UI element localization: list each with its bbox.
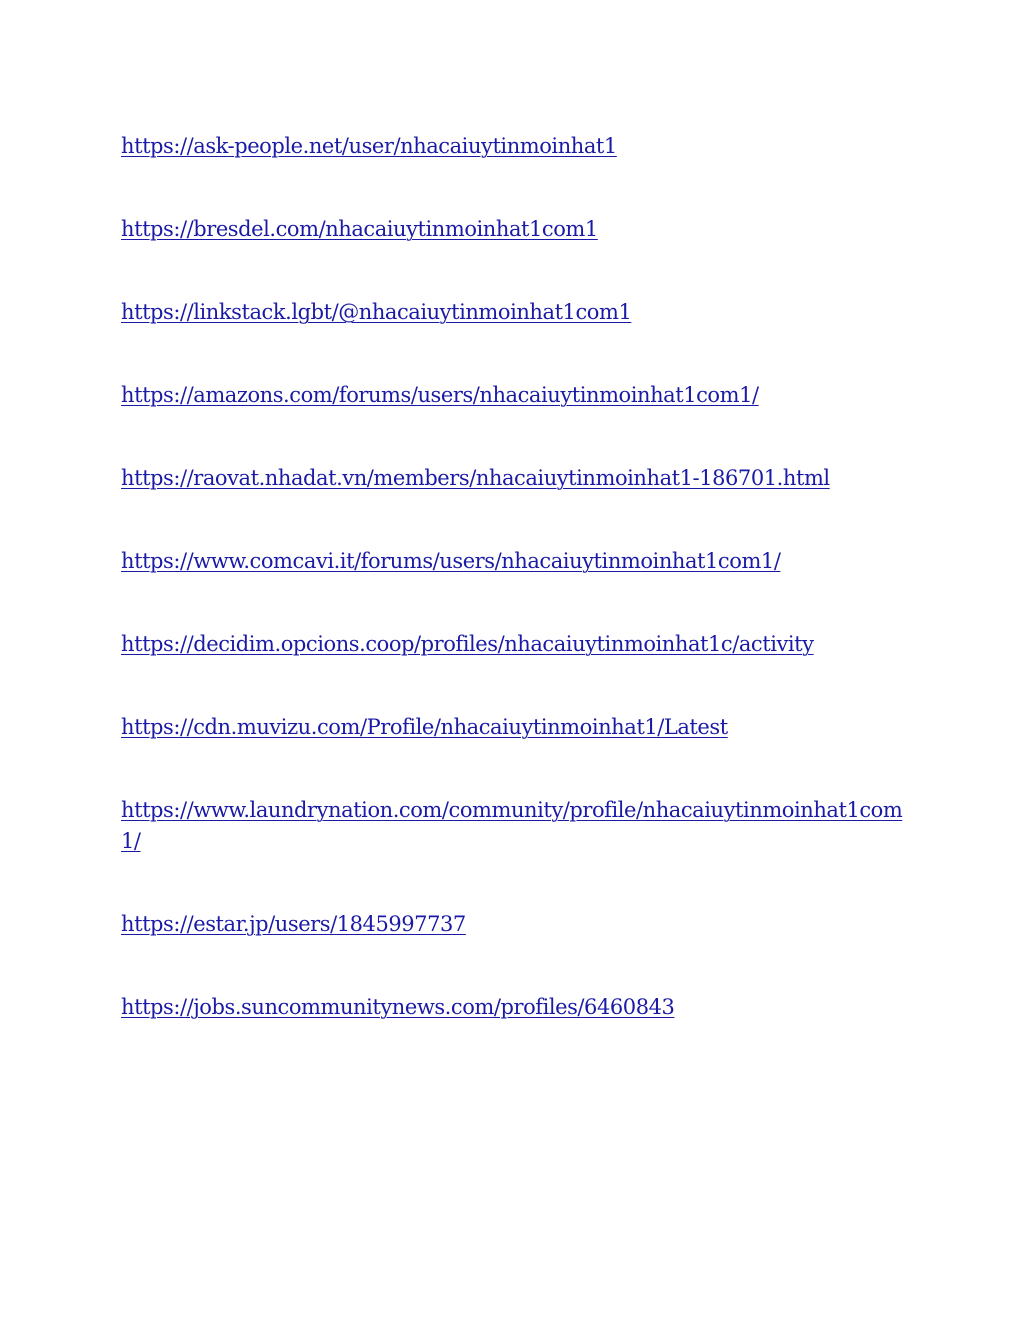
link-list — [121, 131, 911, 1075]
list-item — [121, 546, 911, 577]
list-item — [121, 214, 911, 245]
list-item — [121, 131, 911, 162]
list-item — [121, 795, 911, 857]
link-linkstack[interactable]: https://linkstack.lgbt/@nhacaiuytinmoinhat1com1 — [121, 300, 632, 324]
link-ask-people[interactable]: https://ask-people.net/user/nhacaiuytinmoinhat1 — [121, 134, 617, 158]
list-item — [121, 712, 911, 743]
link-amazons[interactable]: https://amazons.com/forums/users/nhacaiuytinmoinhat1com1/ — [121, 383, 759, 407]
link-bresdel[interactable]: https://bresdel.com/nhacaiuytinmoinhat1com1 — [121, 217, 598, 241]
link-suncommunitynews[interactable]: https://jobs.suncommunitynews.com/profiles/6460843 — [121, 995, 675, 1019]
list-item — [121, 297, 911, 328]
link-raovat[interactable]: https://raovat.nhadat.vn/members/nhacaiuytinmoinhat1-186701.html — [121, 466, 830, 490]
link-decidim[interactable]: https://decidim.opcions.coop/profiles/nhacaiuytinmoinhat1c/activity — [121, 632, 814, 656]
list-item — [121, 992, 911, 1023]
list-item — [121, 629, 911, 660]
list-item — [121, 463, 911, 494]
list-item — [121, 909, 911, 940]
list-item — [121, 380, 911, 411]
link-laundrynation[interactable]: https://www.laundrynation.com/community/profile/nhacaiuytinmoinhat1com1/ — [121, 798, 903, 853]
link-estar[interactable]: https://estar.jp/users/1845997737 — [121, 912, 466, 936]
link-comcavi[interactable]: https://www.comcavi.it/forums/users/nhacaiuytinmoinhat1com1/ — [121, 549, 781, 573]
link-muvizu[interactable]: https://cdn.muvizu.com/Profile/nhacaiuytinmoinhat1/Latest — [121, 715, 728, 739]
